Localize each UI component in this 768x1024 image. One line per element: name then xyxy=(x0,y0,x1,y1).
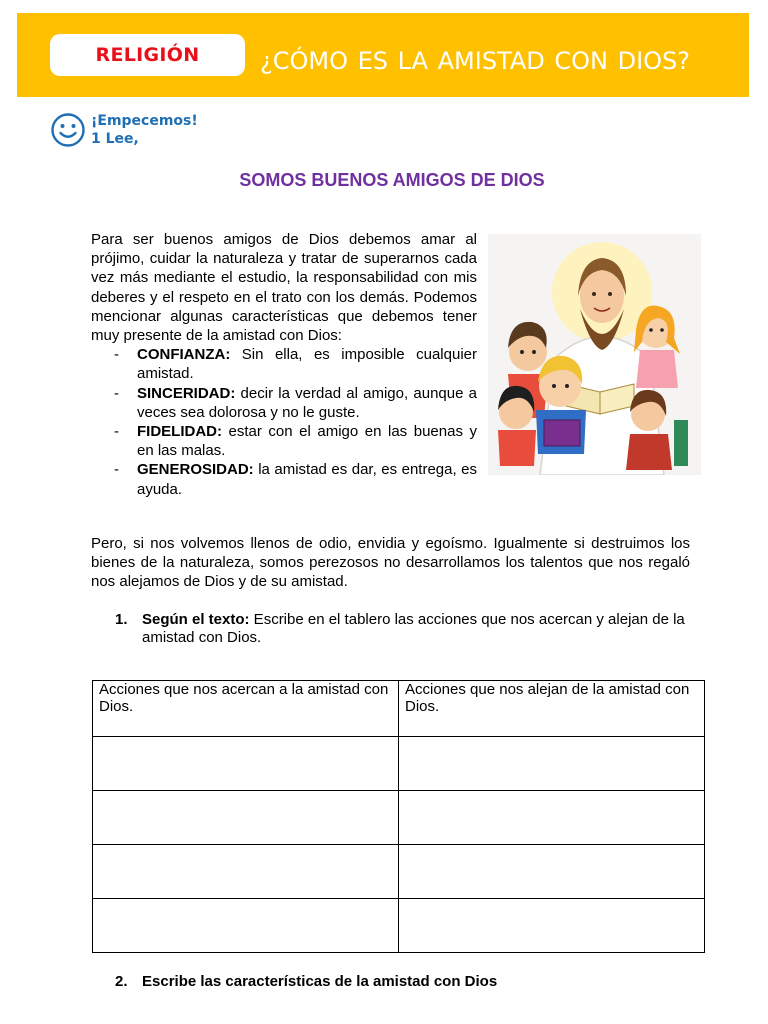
worksheet-title: ¿CÓMO ES LA AMISTAD CON DIOS? xyxy=(260,47,691,75)
question-1 xyxy=(115,611,690,647)
subject-label: RELIGIÓN xyxy=(95,44,200,66)
reading-title: SOMOS BUENOS AMIGOS DE DIOS xyxy=(239,170,545,190)
trait-term: GENEROSIDAD: xyxy=(137,461,254,479)
answer-cell[interactable] xyxy=(93,791,399,845)
title-banner xyxy=(17,13,749,97)
trait-item xyxy=(91,422,477,460)
table-row xyxy=(93,899,705,953)
question-1-instruction: Escribe en el tablero las acciones que nos acercan y alejan de la amistad con Dios. xyxy=(142,611,685,646)
question-1-number: 1. xyxy=(115,611,128,628)
table-row xyxy=(93,737,705,791)
reading-paragraph: Para ser buenos amigos de Dios debemos amar al prójimo, cuidar la naturaleza y tratar de superarnos cada vez más mediante el estudio, la responsabilidad con mis deberes y el respeto en el trato con los demás. Podemos mencionar algunas características que debemos tener muy presente de la amistad con Dios: xyxy=(91,231,477,345)
trait-term: FIDELIDAD: xyxy=(137,423,222,441)
smiley-face-icon xyxy=(50,112,86,148)
answer-cell[interactable] xyxy=(399,737,705,791)
answer-cell[interactable] xyxy=(93,845,399,899)
traits-list xyxy=(91,345,477,499)
trait-item xyxy=(91,345,477,383)
trait-text: la amistad es dar, es entrega, es ayuda. xyxy=(137,461,477,498)
jesus-with-children-illustration xyxy=(488,234,701,475)
question-2 xyxy=(115,973,497,990)
trait-term: CONFIANZA: xyxy=(137,346,231,364)
reading-text xyxy=(91,230,477,499)
trait-text: estar con el amigo en las buenas y en las malas. xyxy=(137,423,477,460)
answer-cell[interactable] xyxy=(399,899,705,953)
trait-term: SINCERIDAD: xyxy=(137,384,236,402)
answer-cell[interactable] xyxy=(399,791,705,845)
answer-cell[interactable] xyxy=(93,737,399,791)
actions-board xyxy=(92,680,705,953)
question-2-number: 2. xyxy=(115,973,128,990)
question-1-text xyxy=(115,611,690,647)
start-block xyxy=(91,112,198,148)
answer-cell[interactable] xyxy=(399,845,705,899)
table-row xyxy=(93,791,705,845)
closing-paragraph: Pero, si nos volvemos llenos de odio, envidia y egoísmo. Igualmente si destruimos los bienes de la naturaleza, somos perezosos no desarrollamos los talentos que nos regaló nos alejamos de Dios y de su amistad. xyxy=(91,535,690,591)
subject-label-box xyxy=(50,34,245,76)
board-header-row xyxy=(93,681,705,737)
question-1-lead: Según el texto: xyxy=(142,611,250,628)
trait-text: Sin ella, es imposible cualquier amistad. xyxy=(137,346,477,383)
read-instruction: 1 Lee, xyxy=(91,131,139,147)
header-actions-closer: Acciones que nos acercan a la amistad con Dios. xyxy=(93,681,399,737)
trait-item xyxy=(91,384,477,422)
question-2-text: Escribe las características de la amistad con Dios xyxy=(142,973,498,990)
trait-text: decir la verdad al amigo, aunque a veces sea dolorosa y no le guste. xyxy=(137,384,477,421)
answer-cell[interactable] xyxy=(93,899,399,953)
trait-item xyxy=(91,460,477,498)
table-row xyxy=(93,845,705,899)
start-label: ¡Empecemos! xyxy=(91,113,198,129)
header-actions-away: Acciones que nos alejan de la amistad con Dios. xyxy=(399,681,705,737)
